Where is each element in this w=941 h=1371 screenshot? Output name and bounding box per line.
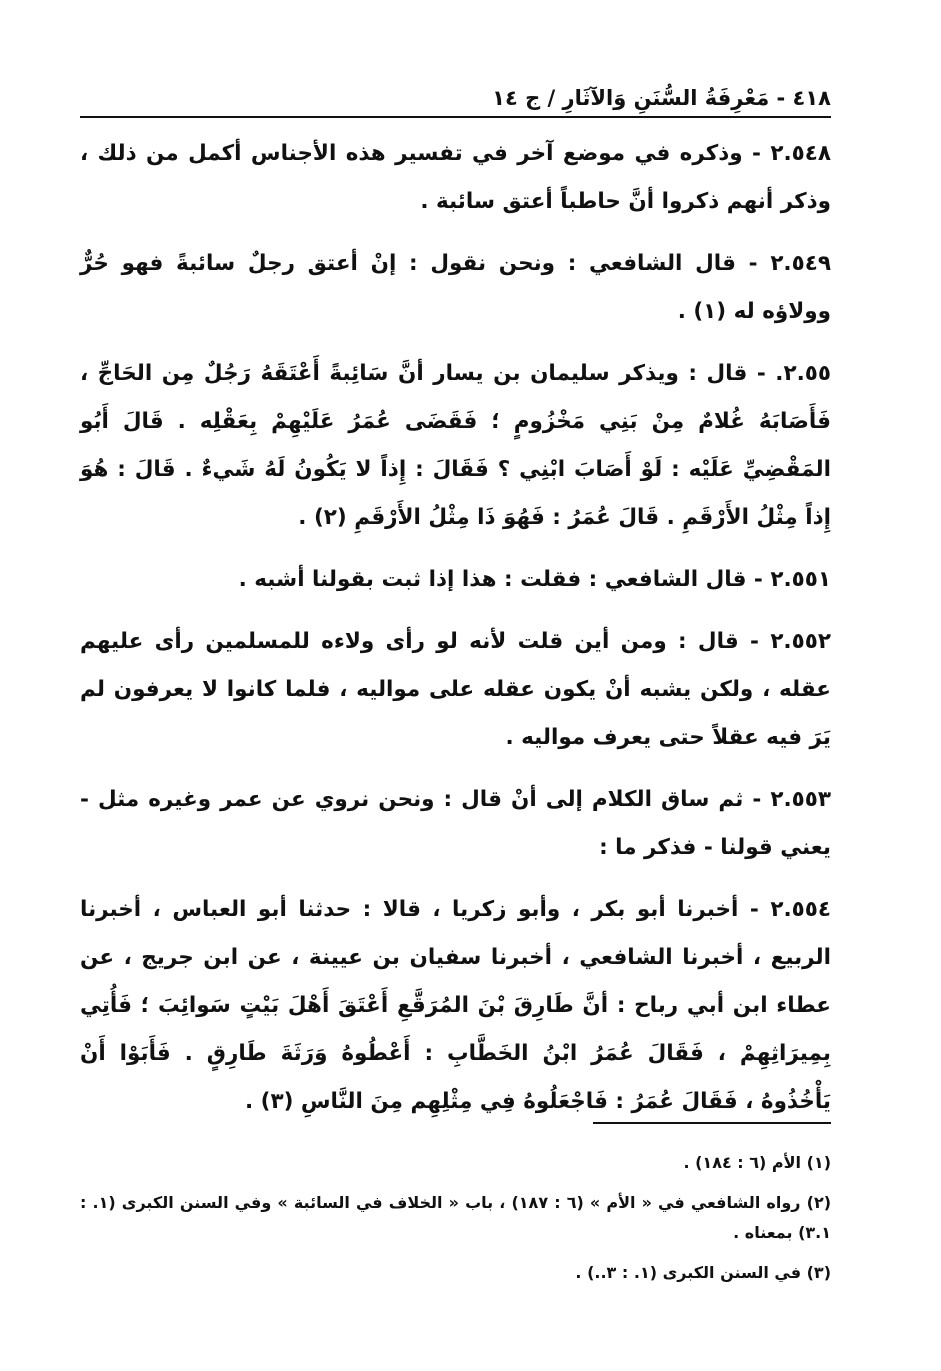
- paragraph-number: ٢.٥٥.: [775, 361, 831, 386]
- paragraph-text: - قال الشافعي : ونحن نقول : إنْ أعتق رجلٌ سائبةً فهو حُرٌّ وولاؤه له (١) .: [80, 251, 831, 324]
- paragraph-2554: [80, 886, 831, 1126]
- paragraph-text: - أخبرنا أبو بكر ، وأبو زكريا ، قالا : حدثنا أبو العباس ، أخبرنا الربيع ، أخبرنا الشافعي ، أخبرنا سفيان بن عيينة ، عن ابن جريج ، عن عطاء ابن أبي رباح : أنَّ طَارِقَ بْنَ المُرَقَّعِ أَعْتَقَ أَهْلَ بَيْتٍ سَوائِبَ ؛ فَأُتِي بِمِيرَاثِهِمْ ، فَقَالَ عُمَرُ ابْنُ الخَطَّابِ : أَعْطُوهُ وَرَثَةَ طَارِقٍ . فَأَبَوْا أَنْ يَأْخُذُوهُ ، فَقَالَ عُمَرُ : فَاجْعَلُوهُ فِي مِثْلِهِم مِنَ النَّاسِ (٣) .: [80, 897, 831, 1114]
- paragraph-2548: [80, 130, 831, 226]
- footnotes: [80, 1148, 831, 1298]
- paragraph-number: ٢.٥٥١: [770, 567, 831, 592]
- footnote-1: (١) الأم (٦ : ١٨٤) .: [683, 1153, 831, 1172]
- paragraph-text: - قال الشافعي : فقلت : هذا إذا ثبت بقولنا أشبه .: [238, 567, 763, 592]
- paragraph-number: ٢.٥٥٣: [770, 787, 831, 812]
- paragraph-2551: [80, 556, 831, 604]
- paragraph-text: - قال : ومن أين قلت لأنه لو رأى ولاءه للمسلمين رأى عليهم عقله ، ولكن يشبه أنْ يكون عقله على مواليه ، فلما كانوا لا يعرفون لم يَرَ فيه عقلاً حتى يعرف مواليه .: [80, 629, 831, 750]
- paragraph-number: ٢.٥٥٤: [770, 897, 831, 922]
- footnote-2: (٢) رواه الشافعي في « الأم » (٦ : ١٨٧) ، باب « الخلاف في السائبة » وفي السنن الكبرى (١. : ٣.١) بمعناه .: [80, 1193, 832, 1242]
- header-title: ٤١٨ - مَعْرِفَةُ السُّنَنِ وَالآثَارِ / ج ١٤: [492, 86, 831, 110]
- paragraph-number: ٢.٥٥٢: [770, 629, 831, 654]
- paragraph-text: - وذكره في موضع آخر في تفسير هذه الأجناس أكمل من ذلك ، وذكر أنهم ذكروا أنَّ حاطباً أعتق سائبة .: [80, 141, 831, 214]
- paragraph-2550: [80, 350, 831, 542]
- paragraph-text: - ثم ساق الكلام إلى أنْ قال : ونحن نروي عن عمر وغيره مثل - يعني قولنا - فذكر ما :: [80, 787, 831, 860]
- paragraph-text: - قال : ويذكر سليمان بن يسار أنَّ سَائِبةً أَعْتَقَهُ رَجُلٌ مِن الحَاجِّ ، فَأَصَابَهُ غُلامٌ مِنْ بَنِي مَخْزُومٍ ؛ فَقَضَى عُمَرُ عَلَيْهِمْ بِعَقْلِه . قَالَ أَبُو المَقْضِيِّ عَلَيْه : لَوْ أَصَابَ ابْنِي ؟ فَقَالَ : إِذاً لا يَكُونُ لَهُ شَيءٌ . قَالَ : هُوَ إِذاً مِثْلُ الأَرْقَمِ . قَالَ عُمَرُ : فَهُوَ ذَا مِثْلُ الأَرْقَمِ (٢) .: [80, 361, 831, 530]
- paragraph-number: ٢.٥٤٩: [770, 251, 831, 276]
- paragraph-2552: [80, 618, 831, 762]
- footnote-divider: [593, 1122, 831, 1124]
- running-header: [80, 76, 831, 118]
- footnote-3: (٣) في السنن الكبرى (١. : ٣..) .: [575, 1263, 831, 1282]
- paragraph-2549: [80, 240, 831, 336]
- main-text: [80, 130, 831, 1140]
- paragraph-2553: [80, 776, 831, 872]
- paragraph-number: ٢.٥٤٨: [770, 141, 831, 166]
